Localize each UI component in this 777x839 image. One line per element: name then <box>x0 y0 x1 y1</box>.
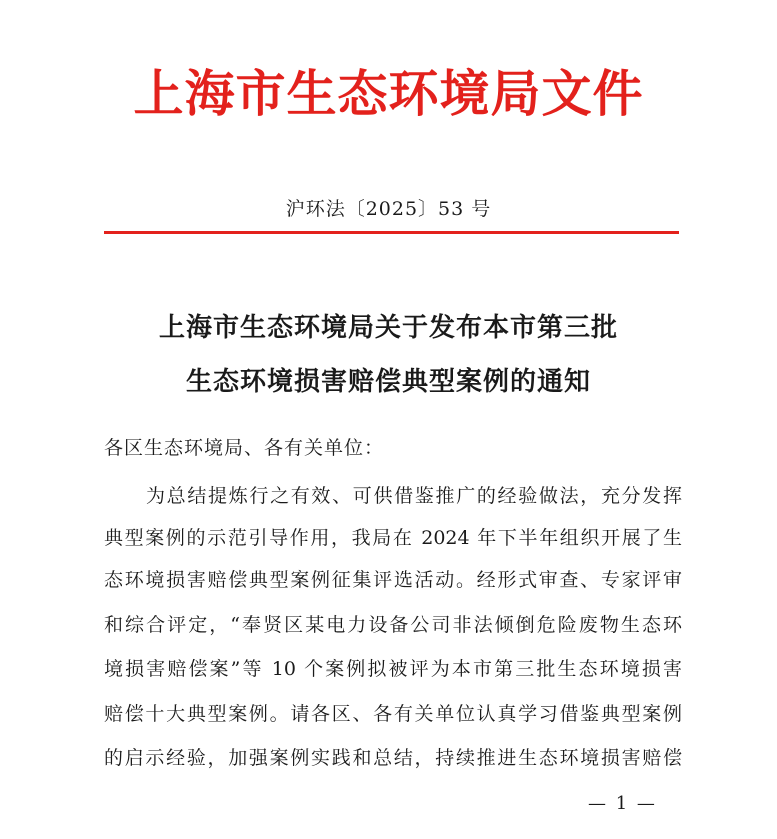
addressee: 各区生态环境局、各有关单位： <box>104 437 385 459</box>
body-paragraph-line-6: 赔偿十大典型案例。请各区、各有关单位认真学习借鉴典型案例 <box>104 703 682 725</box>
document-number: 沪环法〔2025〕53 号 <box>285 198 492 220</box>
red-divider-line <box>104 231 679 234</box>
notice-title-line-2: 生态环境损害赔偿典型案例的通知 <box>185 367 591 397</box>
body-paragraph-line-1: 为总结提炼行之有效、可供借鉴推广的经验做法，充分发挥 <box>146 485 682 507</box>
body-paragraph-line-5: 境损害赔偿案”等 10 个案例拟被评为本市第三批生态环境损害 <box>104 658 682 680</box>
body-paragraph-line-7: 的启示经验，加强案例实践和总结，持续推进生态环境损害赔偿 <box>104 747 682 769</box>
body-paragraph-line-3: 态环境损害赔偿典型案例征集评选活动。经形式审查、专家评审 <box>104 569 682 591</box>
body-paragraph-line-2: 典型案例的示范引导作用，我局在 2024 年下半年组织开展了生 <box>104 527 682 549</box>
body-paragraph-line-4: 和综合评定，“奉贤区某电力设备公司非法倾倒危险废物生态环 <box>104 614 682 636</box>
page-number: — 1 — <box>588 793 657 814</box>
notice-title-line-1: 上海市生态环境局关于发布本市第三批 <box>158 313 618 343</box>
issuer-header: 上海市生态环境局文件 <box>133 64 644 123</box>
